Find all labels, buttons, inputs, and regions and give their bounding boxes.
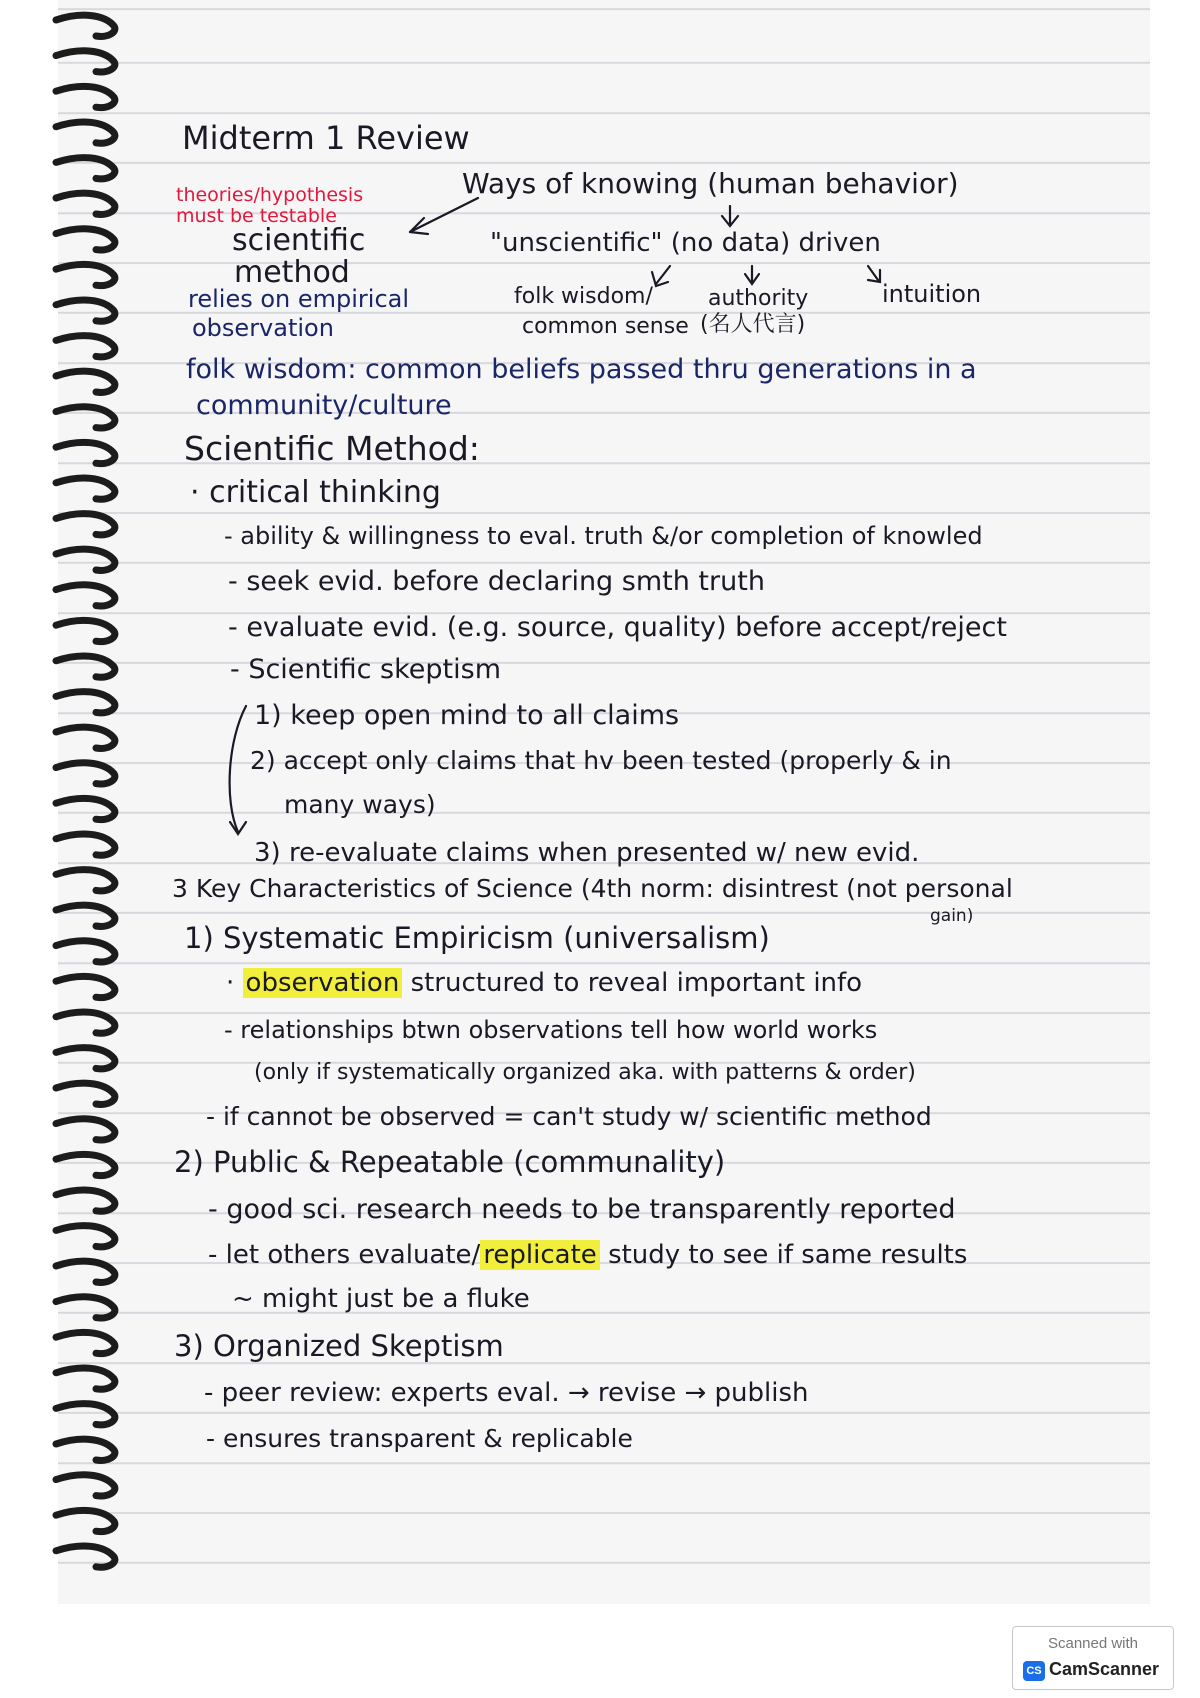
replicate-highlight: replicate	[480, 1240, 599, 1270]
characteristic-1-title: 1) Systematic Empiricism (universalism)	[184, 921, 770, 955]
characteristic-3-item-2: - ensures transparent & replicable	[206, 1424, 633, 1453]
spiral-coil	[56, 549, 115, 570]
skeptism-item-2: 2) accept only claims that hv been tested (properly & in	[250, 746, 952, 775]
method-item-4: - Scientific skeptism	[230, 654, 502, 685]
spiral-coil	[56, 1261, 115, 1282]
authority-label: authority	[708, 286, 809, 311]
method-item-2: - seek evid. before declaring smth truth	[228, 566, 765, 597]
red-note-line-1: theories/hypothesis	[176, 184, 364, 206]
spiral-coil	[56, 193, 115, 214]
spiral-coil	[56, 51, 115, 72]
spiral-coil	[56, 1048, 115, 1069]
spiral-coil	[56, 158, 115, 179]
spiral-coil	[56, 1368, 115, 1389]
scanner-caption: Scanned with	[1047, 1635, 1139, 1652]
spiral-coil	[56, 86, 115, 107]
spiral-coil	[56, 336, 115, 357]
characteristic-2-item-1: - good sci. research needs to be transparently reported	[208, 1194, 956, 1225]
empirical-note-1: relies on empirical	[188, 285, 410, 313]
camscanner-logo-icon: CS	[1023, 1661, 1045, 1681]
korean-note: (名人代言)	[700, 312, 806, 337]
spiral-coil	[56, 763, 115, 784]
spiral-coil	[56, 1404, 115, 1425]
spiral-coil	[56, 834, 115, 855]
spiral-coil	[56, 1226, 115, 1247]
critical-thinking: · critical thinking	[190, 475, 441, 510]
spiral-coil	[56, 1439, 115, 1460]
spiral-coil	[56, 976, 115, 997]
characteristic-1-item-2: (only if systematically organized aka. with patterns & order)	[254, 1060, 916, 1085]
spiral-coil	[56, 1510, 115, 1531]
spiral-coil	[56, 1012, 115, 1033]
ways-of-knowing: Ways of knowing (human behavior)	[462, 167, 959, 200]
page-title: Midterm 1 Review	[182, 119, 470, 157]
science-heading: 3 Key Characteristics of Science (4th norm: disintrest (not personal	[172, 874, 1013, 903]
spiral-coil	[56, 1297, 115, 1318]
replicate-line-a: - let others evaluate/	[208, 1240, 481, 1270]
characteristic-2-item-2	[208, 1242, 967, 1268]
spiral-coil	[56, 798, 115, 819]
folk-wisdom-definition-2: community/culture	[196, 390, 452, 421]
spiral-coil	[56, 264, 115, 285]
unscientific-label: "unscientific" (no data) driven	[490, 228, 881, 258]
spiral-coil	[56, 692, 115, 713]
intuition-label: intuition	[882, 280, 982, 308]
spiral-coil	[56, 1190, 115, 1211]
spiral-coil	[56, 1332, 115, 1353]
characteristic-1-item-1: - relationships btwn observations tell how world works	[224, 1016, 878, 1044]
spiral-coil	[56, 905, 115, 926]
observation-highlight: observation	[243, 968, 403, 998]
spiral-coil	[56, 300, 115, 321]
scanner-badge	[1012, 1626, 1174, 1690]
scientific-method-label-1: scientific	[232, 223, 366, 258]
scientific-method-label-2: method	[234, 255, 350, 290]
folk-wisdom-definition-1: folk wisdom: common beliefs passed thru generations in a	[186, 354, 977, 385]
observation-rest: structured to reveal important info	[410, 968, 863, 998]
spiral-coil	[56, 1475, 115, 1496]
method-item-1: - ability & willingness to eval. truth &/or completion of knowled	[224, 522, 983, 550]
skeptism-item-2-cont: many ways)	[284, 790, 436, 819]
spiral-coil	[56, 727, 115, 748]
spiral-coil	[56, 478, 115, 499]
spiral-coil	[56, 620, 115, 641]
spiral-coil	[56, 229, 115, 250]
method-item-3: - evaluate evid. (e.g. source, quality) before accept/reject	[228, 612, 1007, 643]
spiral-coil	[56, 585, 115, 606]
replicate-line-b: study to see if same results	[608, 1240, 968, 1270]
characteristic-1-item-3: - if cannot be observed = can't study w/ scientific method	[206, 1102, 932, 1131]
characteristic-3-item-1: - peer review: experts eval. → revise → publish	[204, 1378, 809, 1408]
spiral-coil	[56, 1119, 115, 1140]
observation-line: · observation structured to reveal important info	[226, 968, 863, 998]
spiral-coil	[56, 1546, 115, 1567]
spiral-coil	[56, 371, 115, 392]
folk-wisdom-label-2: common sense	[522, 314, 689, 339]
spiral-coil	[56, 1154, 115, 1175]
science-heading-gain: gain)	[930, 906, 974, 926]
spiral-coil	[56, 656, 115, 677]
scientific-method-heading: Scientific Method:	[184, 429, 480, 468]
spiral-coil	[56, 407, 115, 428]
folk-wisdom-label-1: folk wisdom/	[514, 284, 653, 309]
spiral-coil	[56, 122, 115, 143]
characteristic-2-item-3: ~ might just be a fluke	[232, 1284, 530, 1314]
empirical-note-2: observation	[192, 314, 334, 342]
skeptism-item-3: 3) re-evaluate claims when presented w/ new evid.	[254, 838, 920, 868]
spiral-coil	[56, 15, 115, 36]
spiral-coil	[56, 870, 115, 891]
spiral-coil	[56, 442, 115, 463]
characteristic-3-title: 3) Organized Skeptism	[174, 1329, 504, 1363]
characteristic-2-title: 2) Public & Repeatable (communality)	[174, 1145, 726, 1179]
spiral-binding	[52, 0, 134, 1604]
spiral-coil	[56, 1083, 115, 1104]
red-note-line-2: must be testable	[176, 205, 337, 227]
skeptism-item-1: 1) keep open mind to all claims	[254, 700, 680, 731]
spiral-coil	[56, 514, 115, 535]
spiral-coil	[56, 941, 115, 962]
camscanner-brand: CamScanner	[1049, 1659, 1160, 1679]
